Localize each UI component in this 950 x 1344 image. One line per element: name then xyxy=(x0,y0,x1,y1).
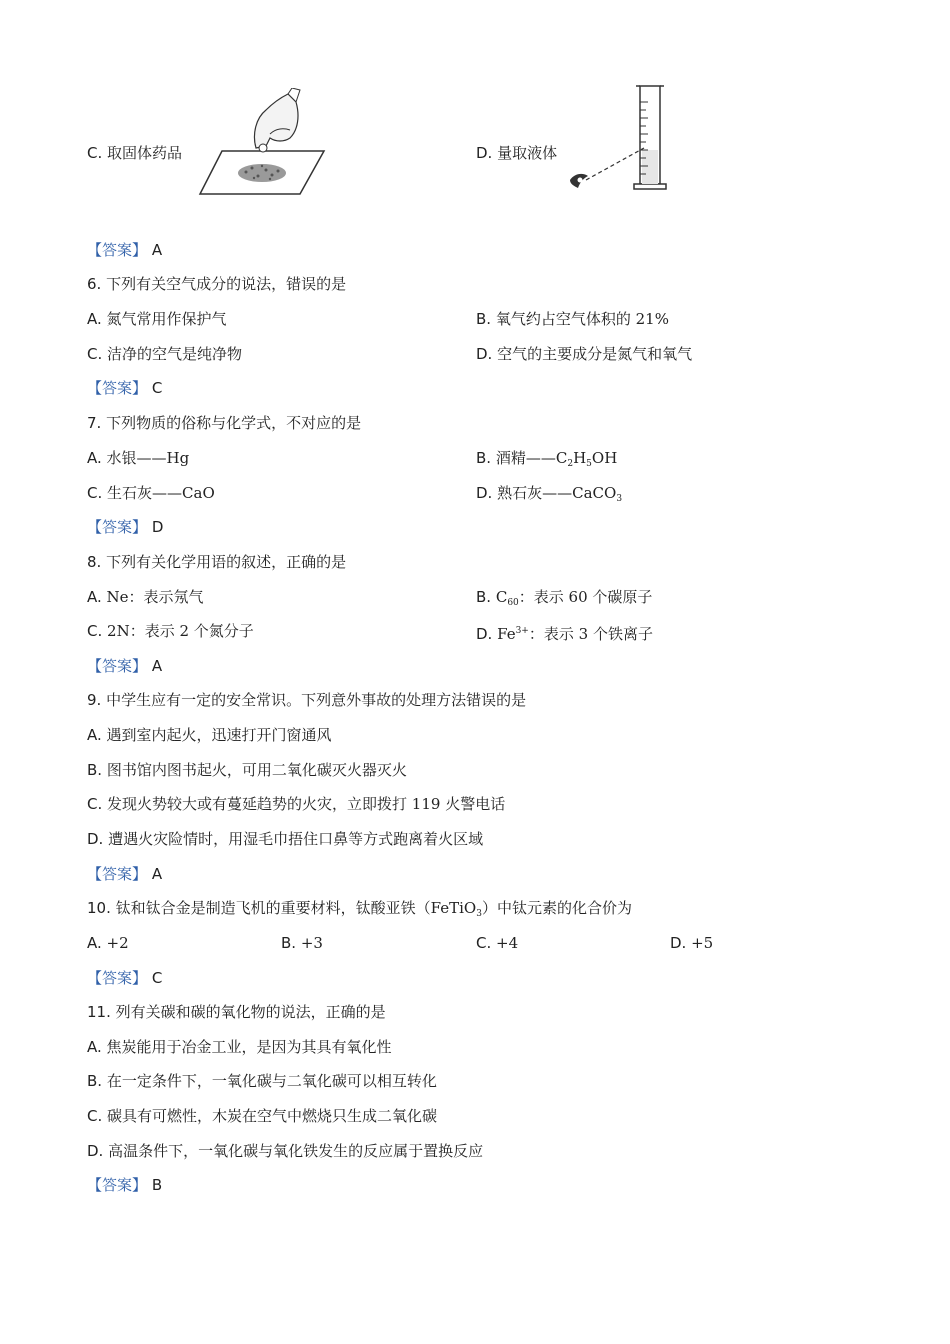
option-label: B. xyxy=(281,934,297,952)
q7-option-d xyxy=(476,483,622,509)
option-text: +2 xyxy=(106,934,129,952)
option-label: C. xyxy=(87,622,103,640)
option-text: 遇到室内起火，迅速打开门窗通风 xyxy=(106,726,332,744)
question-text: 下列物质的俗称与化学式，不对应的是 xyxy=(106,414,362,432)
option-text: $Fe^{3+}$：表示 3 个铁离子 xyxy=(497,625,653,643)
q11-option-d xyxy=(87,1141,483,1161)
answer-value: A xyxy=(151,865,163,883)
question-number: 9. xyxy=(87,691,102,709)
question-number: 11. xyxy=(87,1003,111,1021)
question-7-stem xyxy=(87,413,361,433)
option-label: B. xyxy=(476,588,492,606)
option-text: +3 xyxy=(300,934,323,952)
question-number: 10. xyxy=(87,899,111,917)
question-8-stem xyxy=(87,552,346,572)
option-text: 在一定条件下，一氧化碳与二氧化碳可以相互转化 xyxy=(106,1072,437,1090)
option-label: A. xyxy=(87,1038,102,1056)
answer-value: C xyxy=(151,379,163,397)
option-text: 焦炭能用于冶金工业，是因为其具有氧化性 xyxy=(106,1038,392,1056)
q8-option-c xyxy=(87,621,254,641)
option-label: D. xyxy=(476,484,493,502)
question-number: 8. xyxy=(87,553,102,571)
question-text: 下列有关空气成分的说法，错误的是 xyxy=(106,275,347,293)
q6-option-a xyxy=(87,309,227,329)
question-number: 7. xyxy=(87,414,102,432)
option-label: C. xyxy=(87,144,103,162)
option-label: B. xyxy=(87,761,103,779)
answer-bracket-open: 【 xyxy=(87,657,103,675)
answer-word: 答案 xyxy=(102,241,133,259)
answer-value: C xyxy=(151,969,163,987)
option-label: A. xyxy=(87,726,102,744)
option-text: 遭遇火灾险情时，用湿毛巾捂住口鼻等方式跑离着火区域 xyxy=(108,830,484,848)
option-label: C. xyxy=(87,1107,103,1125)
answer-bracket-open: 【 xyxy=(87,1176,103,1194)
q9-option-d xyxy=(87,829,483,849)
q11-option-c xyxy=(87,1106,437,1126)
answer-value: D xyxy=(151,518,164,536)
question-text: 钛和钛合金是制造飞机的重要材料，钛酸亚铁（FeTiO$_3$）中钛元素的化合价为 xyxy=(115,899,632,919)
q9-option-b xyxy=(87,760,407,780)
option-label: C. xyxy=(87,484,103,502)
answer-bracket-close: 】 xyxy=(132,241,148,259)
option-label: A. xyxy=(87,934,102,952)
answer-word: 答案 xyxy=(102,657,133,675)
option-text: 碳具有可燃性，木炭在空气中燃烧只生成二氧化碳 xyxy=(107,1107,438,1125)
option-label: D. xyxy=(476,625,493,643)
q5-option-c xyxy=(87,143,182,163)
q6-option-c xyxy=(87,344,242,364)
option-label: D. xyxy=(476,144,493,162)
option-label: A. xyxy=(87,588,102,606)
option-label: D. xyxy=(670,934,687,952)
option-text: 氮气常用作保护气 xyxy=(106,310,227,328)
option-text: +5 xyxy=(691,934,714,952)
answer-value: B xyxy=(151,1176,163,1194)
answer-word: 答案 xyxy=(102,865,133,883)
option-text: 水银——Hg xyxy=(106,449,190,467)
option-text: Ne：表示氖气 xyxy=(106,588,204,606)
option-text: 图书馆内图书起火，可用二氧化碳灭火器灭火 xyxy=(106,761,407,779)
option-label: B. xyxy=(87,1072,103,1090)
q8-option-d xyxy=(476,621,653,644)
question-number: 6. xyxy=(87,275,102,293)
option-label: C. xyxy=(87,795,103,813)
option-text: 生石灰——CaO xyxy=(107,484,215,502)
question-6-stem xyxy=(87,274,346,294)
answer-bracket-close: 】 xyxy=(132,657,148,675)
option-label: B. xyxy=(476,310,492,328)
answer-bracket-close: 】 xyxy=(132,969,148,987)
question-text: 下列有关化学用语的叙述，正确的是 xyxy=(106,553,347,571)
option-label: D. xyxy=(476,345,493,363)
option-label: C. xyxy=(476,934,492,952)
question-9-stem xyxy=(87,690,526,710)
answer-bracket-close: 】 xyxy=(132,518,148,536)
answer-line-q11 xyxy=(87,1175,162,1195)
option-text: 2N：表示 2 个氮分子 xyxy=(107,622,254,640)
q11-option-a xyxy=(87,1037,392,1057)
option-text: 高温条件下，一氧化碳与氧化铁发生的反应属于置换反应 xyxy=(108,1142,484,1160)
answer-bracket-open: 【 xyxy=(87,865,103,883)
answer-line-q6 xyxy=(87,378,162,398)
answer-line-q8 xyxy=(87,656,162,676)
measure-liquid-illustration xyxy=(566,82,678,198)
answer-bracket-open: 【 xyxy=(87,969,103,987)
answer-value: A xyxy=(151,241,163,259)
take-solid-reagent-illustration xyxy=(196,88,328,200)
option-text: +4 xyxy=(496,934,519,952)
option-label: D. xyxy=(87,830,104,848)
q10-option-c xyxy=(476,933,518,953)
option-label: D. xyxy=(87,1142,104,1160)
q6-option-d xyxy=(476,344,692,364)
q10-option-b xyxy=(281,933,323,953)
answer-word: 答案 xyxy=(102,1176,133,1194)
answer-bracket-open: 【 xyxy=(87,379,103,397)
question-11-stem xyxy=(87,1002,386,1022)
option-text: 洁净的空气是纯净物 xyxy=(107,345,243,363)
option-label: C. xyxy=(87,345,103,363)
q9-option-a xyxy=(87,725,332,745)
q9-option-c xyxy=(87,794,505,814)
option-text: 量取液体 xyxy=(497,144,558,162)
q6-option-b xyxy=(476,309,669,329)
option-text: 空气的主要成分是氮气和氧气 xyxy=(497,345,693,363)
question-text: 中学生应有一定的安全常识。下列意外事故的处理方法错误的是 xyxy=(106,691,527,709)
answer-bracket-close: 】 xyxy=(132,865,148,883)
answer-line-q9 xyxy=(87,864,162,884)
answer-word: 答案 xyxy=(102,379,133,397)
option-text: $C_{60}$：表示 60 个碳原子 xyxy=(495,588,653,608)
answer-bracket-close: 】 xyxy=(132,379,148,397)
option-label: A. xyxy=(87,310,102,328)
answer-line-q5 xyxy=(87,240,162,260)
answer-value: A xyxy=(151,657,163,675)
q10-option-a xyxy=(87,933,129,953)
question-10-stem xyxy=(87,898,632,924)
q11-option-b xyxy=(87,1071,437,1091)
option-label: A. xyxy=(87,449,102,467)
option-text: 熟石灰——CaCO$_3$ xyxy=(497,484,623,504)
q8-option-b xyxy=(476,587,652,613)
answer-word: 答案 xyxy=(102,969,133,987)
q5-option-d xyxy=(476,143,557,163)
q8-option-a xyxy=(87,587,204,607)
q7-option-a xyxy=(87,448,189,468)
answer-line-q10 xyxy=(87,968,162,988)
answer-bracket-open: 【 xyxy=(87,241,103,259)
q10-option-d xyxy=(670,933,713,953)
answer-word: 答案 xyxy=(102,518,133,536)
option-text: 发现火势较大或有蔓延趋势的火灾，立即拨打 119 火警电话 xyxy=(107,795,506,813)
q7-option-b xyxy=(476,448,617,474)
question-text: 列有关碳和碳的氧化物的说法，正确的是 xyxy=(115,1003,386,1021)
q7-option-c xyxy=(87,483,215,503)
answer-bracket-close: 】 xyxy=(132,1176,148,1194)
answer-line-q7 xyxy=(87,517,163,537)
option-text: 酒精$——C_2H_5OH$ xyxy=(495,449,618,469)
option-text: 取固体药品 xyxy=(107,144,183,162)
option-label: B. xyxy=(476,449,492,467)
answer-bracket-open: 【 xyxy=(87,518,103,536)
option-text: 氧气约占空气体积的 21% xyxy=(495,310,669,328)
